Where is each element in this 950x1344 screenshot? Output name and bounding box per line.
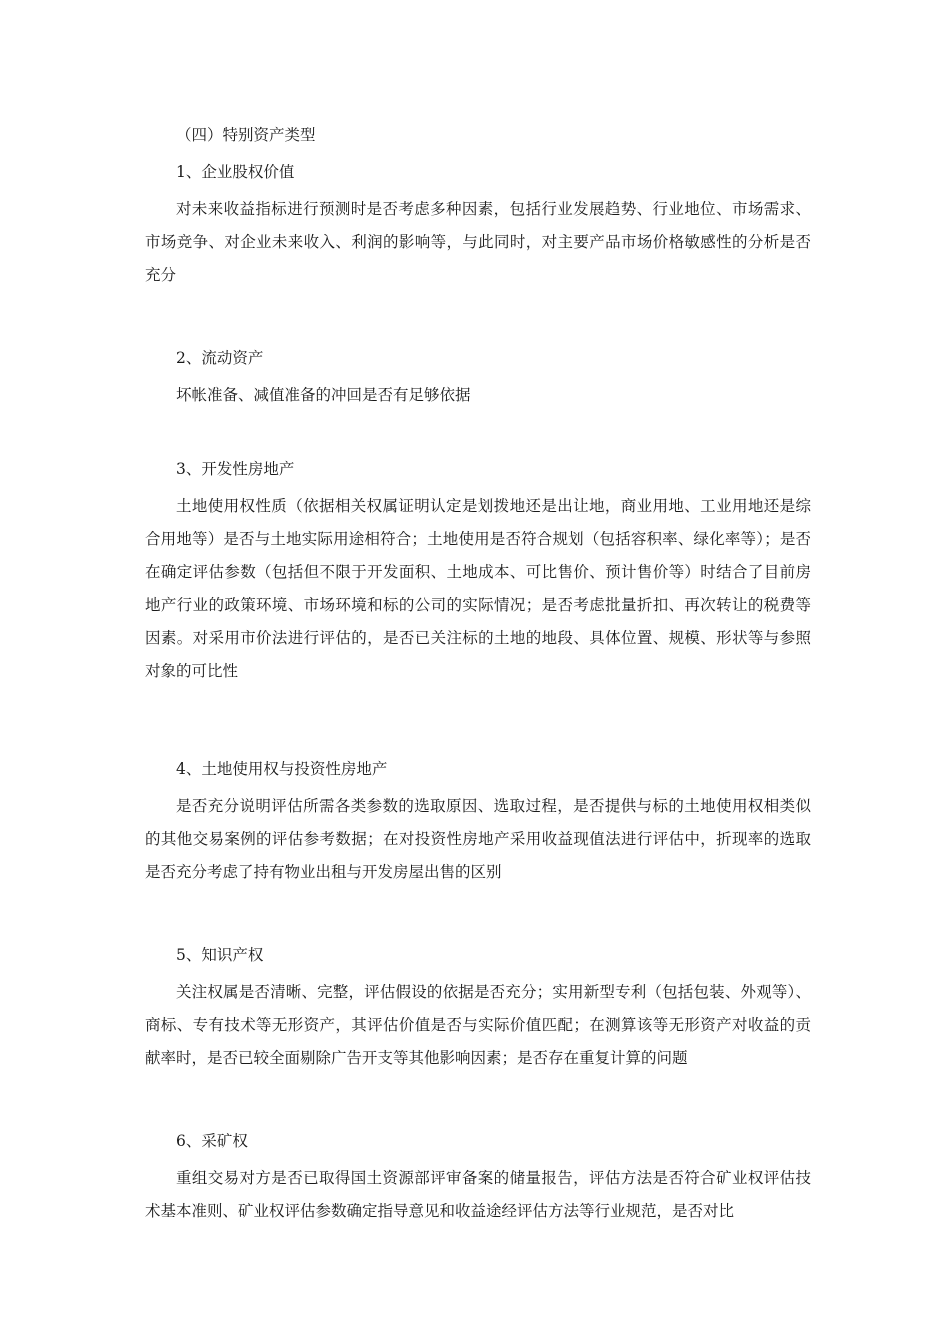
subsection-heading-intellectual-property: 5、知识产权 xyxy=(176,946,264,964)
paragraph-current-assets: 坏帐准备、减值准备的冲回是否有足够依据 xyxy=(176,386,471,404)
subsection-heading-current-assets: 2、流动资产 xyxy=(176,349,264,367)
paragraph-intellectual-property: 关注权属是否清晰、完整，评估假设的依据是否充分；实用新型专利（包括包装、外观等）、商标、专有技术等无形资产，其评估价值是否与实际价值匹配；在测算该等无形资产对收益的贡献率时，是否已较全面剔除广告开支等其他影响因素；是否存在重复计算的问题 xyxy=(145,983,811,1067)
section-title: （四）特别资产类型 xyxy=(176,126,316,144)
subsection-heading-equity: 1、企业股权价值 xyxy=(176,163,295,181)
subsection-heading-land-use-rights: 4、土地使用权与投资性房地产 xyxy=(176,760,388,778)
subsection-heading-development-real-estate: 3、开发性房地产 xyxy=(176,460,295,478)
paragraph-equity: 对未来收益指标进行预测时是否考虑多种因素，包括行业发展趋势、行业地位、市场需求、市场竞争、对企业未来收入、利润的影响等，与此同时，对主要产品市场价格敏感性的分析是否充分 xyxy=(145,200,811,284)
paragraph-land-use-rights: 是否充分说明评估所需各类参数的选取原因、选取过程，是否提供与标的土地使用权相类似的其他交易案例的评估参考数据；在对投资性房地产采用收益现值法进行评估中，折现率的选取是否充分考虑了持有物业出租与开发房屋出售的区别 xyxy=(145,797,811,881)
paragraph-development-real-estate: 土地使用权性质（依据相关权属证明认定是划拨地还是出让地，商业用地、工业用地还是综合用地等）是否与土地实际用途相符合；土地使用是否符合规划（包括容积率、绿化率等）；是否在确定评估参数（包括但不限于开发面积、土地成本、可比售价、预计售价等）时结合了目前房地产行业的政策环境、市场环境和标的公司的实际情况；是否考虑批量折扣、再次转让的税费等因素。对采用市价法进行评估的，是否已关注标的土地的地段、具体位置、规模、形状等与参照对象的可比性 xyxy=(145,497,811,680)
paragraph-mining-rights: 重组交易对方是否已取得国土资源部评审备案的储量报告，评估方法是否符合矿业权评估技术基本准则、矿业权评估参数确定指导意见和收益途经评估方法等行业规范，是否对比 xyxy=(145,1169,811,1220)
subsection-heading-mining-rights: 6、采矿权 xyxy=(176,1132,248,1150)
